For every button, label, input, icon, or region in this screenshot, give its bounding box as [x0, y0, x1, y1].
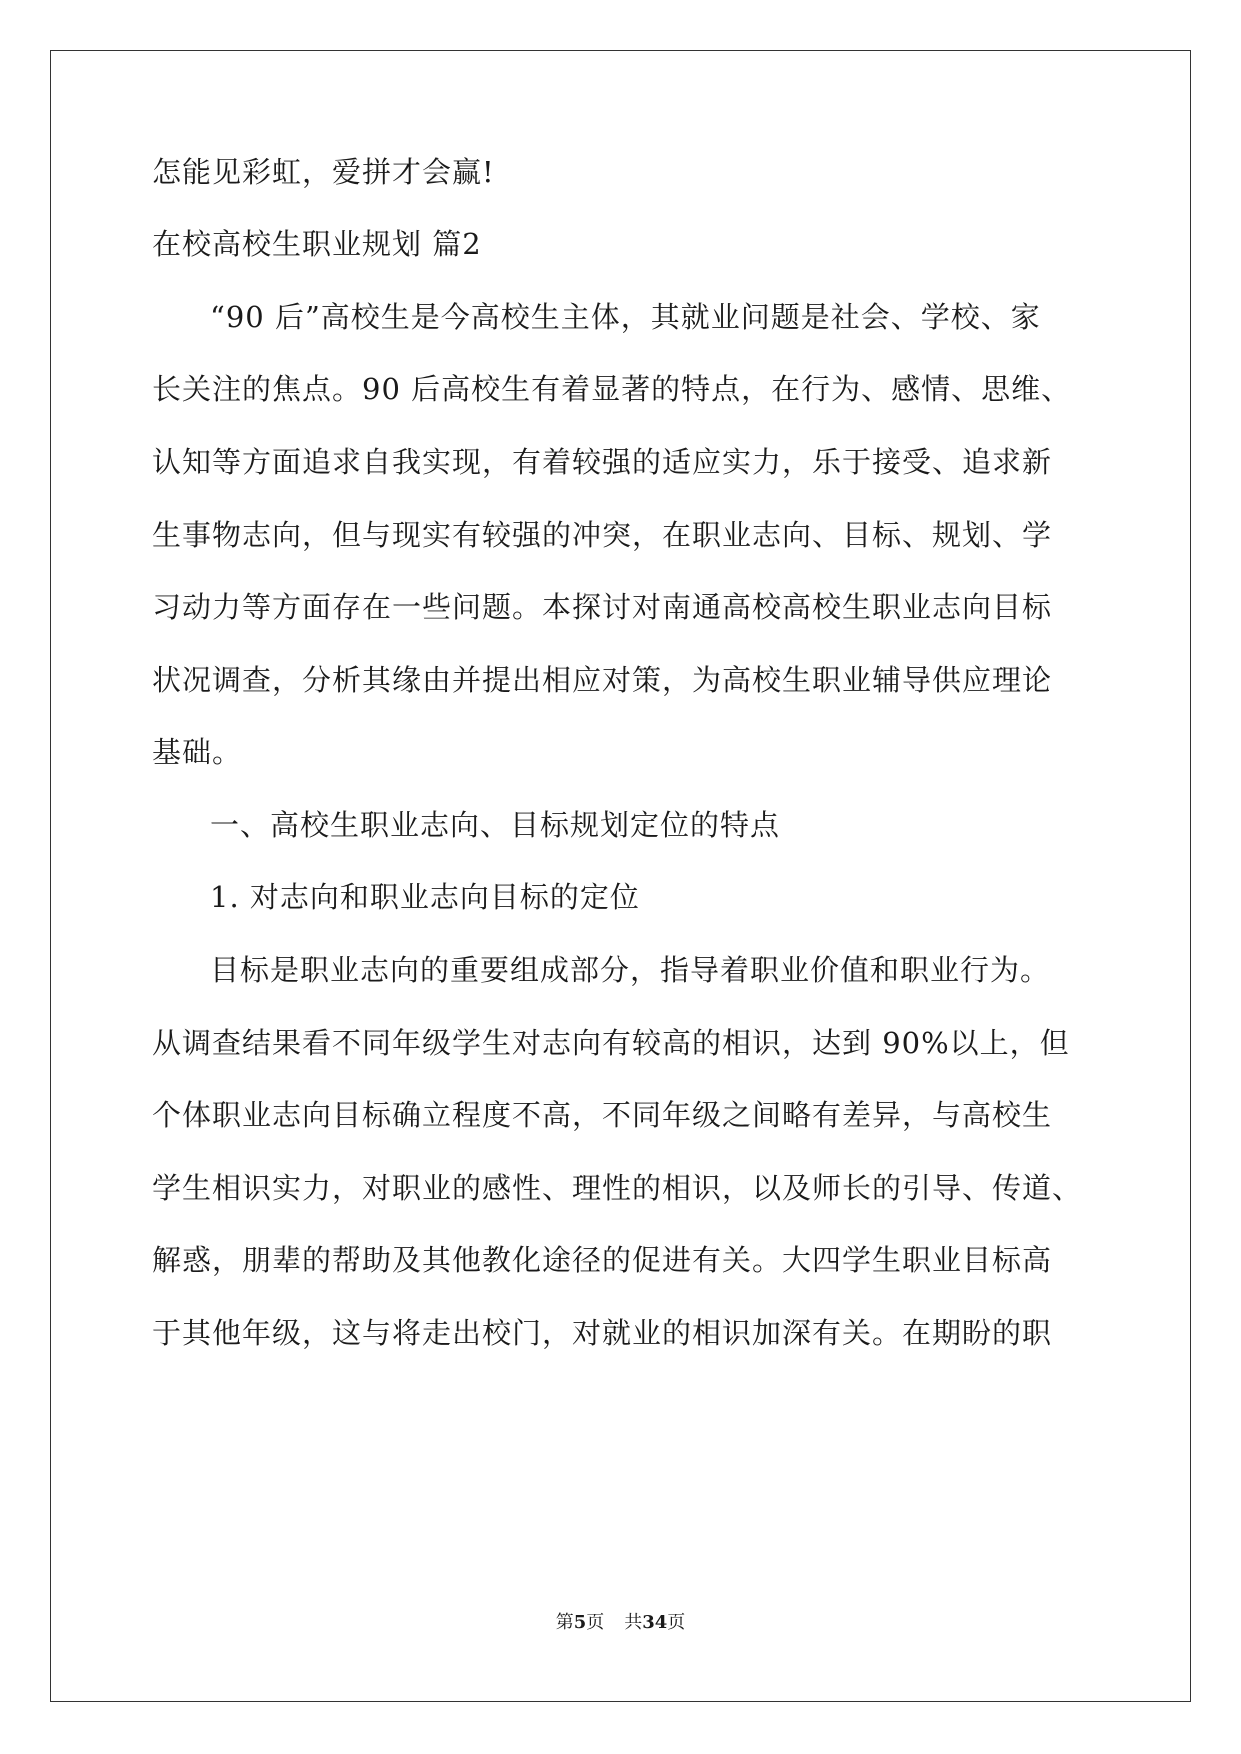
paragraph-line: 状况调查，分析其缘由并提出相应对策，为高校生职业辅导供应理论	[152, 663, 1053, 697]
footer-prefix: 第	[555, 1612, 574, 1633]
paragraph-line: 目标是职业志向的重要组成部分，指导着职业价值和职业行为。	[210, 953, 1051, 987]
subheading: 一、高校生职业志向、目标规划定位的特点	[210, 808, 781, 842]
page-footer	[0, 1611, 1241, 1635]
paragraph-line: 习动力等方面存在一些问题。本探讨对南通高校高校生职业志向目标	[152, 590, 1053, 624]
footer-total-prefix: 共	[624, 1612, 643, 1633]
footer-page-suffix: 页	[586, 1612, 605, 1633]
paragraph-line: 于其他年级，这与将走出校门，对就业的相识加深有关。在期盼的职	[152, 1316, 1053, 1350]
paragraph-line: 学生相识实力，对职业的感性、理性的相识，以及师长的引导、传道、	[152, 1171, 1083, 1205]
subheading: 1. 对志向和职业志向目标的定位	[210, 880, 640, 914]
page-number: 5	[573, 1612, 587, 1633]
text-line: 怎能见彩虹，爱拼才会赢!	[152, 155, 495, 189]
total-pages: 34	[642, 1612, 668, 1633]
footer-total-suffix: 页	[667, 1612, 686, 1633]
paragraph-line: 基础。	[152, 735, 243, 769]
section-title: 在校高校生职业规划 篇2	[152, 227, 482, 261]
paragraph-line: 个体职业志向目标确立程度不高，不同年级之间略有差异，与高校生	[152, 1098, 1053, 1132]
paragraph-line: 解惑，朋辈的帮助及其他教化途径的促进有关。大四学生职业目标高	[152, 1243, 1053, 1277]
paragraph-line: “90 后”高校生是今高校生主体，其就业问题是社会、学校、家	[210, 300, 1041, 334]
paragraph-line: 认知等方面追求自我实现，有着较强的适应实力，乐于接受、追求新	[152, 445, 1053, 479]
paragraph-line: 长关注的焦点。90 后高校生有着显著的特点，在行为、感情、思维、	[152, 372, 1072, 406]
paragraph-line: 从调查结果看不同年级学生对志向有较高的相识，达到 90%以上，但	[152, 1026, 1070, 1060]
paragraph-line: 生事物志向，但与现实有较强的冲突，在职业志向、目标、规划、学	[152, 518, 1053, 552]
